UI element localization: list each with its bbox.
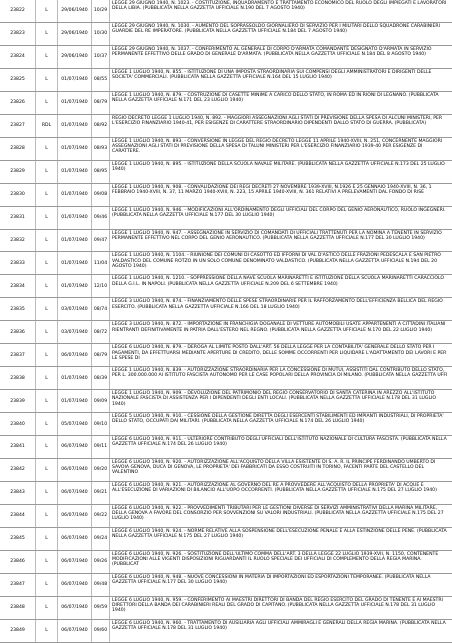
record-number: 23826 bbox=[0, 92, 36, 114]
act-type: L bbox=[36, 367, 58, 389]
act-date: 06/07/1940 bbox=[58, 459, 92, 481]
table-row bbox=[0, 367, 452, 390]
table-row bbox=[0, 138, 452, 161]
act-date: 06/07/1940 bbox=[58, 505, 92, 527]
table-row bbox=[0, 69, 452, 92]
act-number: 08/92 bbox=[92, 115, 110, 137]
act-type: L bbox=[36, 597, 58, 619]
record-number: 23827 bbox=[0, 115, 36, 137]
act-description: LEGGE 6 LUGLIO 1940, N. 960. - TRATTAMENTO DI AUSILIARIA AGLI UFFICIALI AMMIRAGLI E GENERALI DELLA REGIA MARINA. (PUBBLICATA NELLA GAZZETTA UFFICIALE N.178 DEL 31 LUGLIO 1940) bbox=[112, 620, 446, 631]
record-number: 23824 bbox=[0, 46, 36, 68]
act-type: L bbox=[36, 138, 58, 160]
table-row bbox=[0, 252, 452, 275]
record-number: 23830 bbox=[0, 184, 36, 206]
act-number: 09/20 bbox=[92, 459, 110, 481]
act-number: 08/55 bbox=[92, 69, 110, 91]
table-row bbox=[0, 620, 452, 643]
table-row bbox=[0, 0, 452, 23]
act-date: 06/07/1940 bbox=[58, 482, 92, 504]
table-row bbox=[0, 528, 452, 551]
table-row bbox=[0, 115, 452, 138]
record-number: 23829 bbox=[0, 161, 36, 183]
table-row bbox=[0, 390, 452, 413]
table-row bbox=[0, 505, 452, 528]
act-type: L bbox=[36, 46, 58, 68]
record-number: 23847 bbox=[0, 574, 36, 596]
act-description: LEGGE 29 GIUGNO 1940, N. 1030. - AUMENTO DEL SOPRASSOLDO GIORNALIERO DI SERVIZIO PER I MILITARI DELLO SQUADRONE CARABINIERI GUARDIE DEL RE IMPERATORE. (PUBBLICATA NELLA GAZZETTA UFFICIALE N.184 DEL 7 AGOSTO 1940) bbox=[112, 23, 440, 35]
act-number: 10/29 bbox=[92, 0, 110, 22]
act-number: 08/79 bbox=[92, 344, 110, 366]
record-number: 23843 bbox=[0, 482, 36, 504]
act-description: LEGGE 3 LUGLIO 1940, N. 872. - IMPORTAZIONE IN FRANCHIGIA DOGANALE DI VETTURE AUTOMOBILI USATE APPARTENENTI A CITTADINI ITALIANI RIENTRANTI DEFINITIVAMENTE IN PATRIA DALL'ESTERO NEL REGNO. (PUBBLICATA NELLA GAZZETTA UFFICIALE N.170 DEL 22 LUGLIO 1940) bbox=[112, 322, 446, 333]
act-description: LEGGE 1 LUGLIO 1940, N. 1104. - RIUNIONE DEI COMUNI DI CASOTTO ED IFFORNI DI VAL D'ASTICO DELLE FRAZIONI PEDESCALA E SAN PIETRO VALDASTICO DEL COMUNE ROTZO IN UN SOLO COMUNE DENOMINATO VALDASTICO. (PUBBLICATA NELLA GAZZETTA UFFICIALE N.194 DEL 20 AGOSTO 1940) bbox=[112, 253, 441, 269]
act-description: LEGGE 6 LUGLIO 1940, N. 911. - ULTERIORE CONTRIBUTO DEGLI UFFICIALI DELL'ISTITUTO NAZIONALE DI CULTURA FASCISTA. (PUBBLICATA NELLA GAZZETTA UFFICIALE N.174 DEL 26 LUGLIO 1940) bbox=[112, 437, 447, 448]
table-row bbox=[0, 275, 452, 298]
act-number: 08/74 bbox=[92, 298, 110, 320]
act-date: 29/06/1940 bbox=[58, 46, 92, 68]
act-description: LEGGE 6 LUGLIO 1940, N. 879. - DEROGA AL LIMITE POSTO DALL'ART. 56 DELLA LEGGE PER LA CONTABILITA' GENERALE DELLO STATO PER I PAGAMENTI, DA EFFETTUARSI MEDIANTE APERTURE DI CREDITO, DELLE SOMME OCCORRENTI PER LIQUIDARE L'ADATTAMENTO DEI LAVORI E PER LE SPESE DI bbox=[112, 345, 447, 361]
act-number: 08/79 bbox=[92, 92, 110, 114]
act-date: 01/07/1940 bbox=[58, 69, 92, 91]
act-date: 01/07/1940 bbox=[58, 230, 92, 252]
act-date: 06/07/1940 bbox=[58, 436, 92, 458]
act-date: 01/07/1940 bbox=[58, 367, 92, 389]
act-type: L bbox=[36, 344, 58, 366]
act-type: L bbox=[36, 436, 58, 458]
act-date: 01/07/1940 bbox=[58, 275, 92, 297]
record-number: 23833 bbox=[0, 252, 36, 274]
table-row bbox=[0, 298, 452, 321]
act-date: 01/07/1940 bbox=[58, 184, 92, 206]
table-row bbox=[0, 207, 452, 230]
act-type: RDL bbox=[36, 115, 58, 137]
record-number: 23828 bbox=[0, 138, 36, 160]
act-description: LEGGE 6 LUGLIO 1940, N. 920. - AUTORIZZAZIONE ALL'ACQUISTO DELLA VILLA ESISTENTE DI S. A. R. IL PRINCIPE FERDINANDO UMBERTO DI SAVOIA GENOVA, DUCA DI GENOVA, LE PROPRIETA' DEI FABBRICATI DA ESSO COSTRUITI IN TORINO, FACENTI PARTE DEL CASTELLO DEL VALENTINO bbox=[112, 460, 436, 476]
act-type: L bbox=[36, 275, 58, 297]
act-type: L bbox=[36, 459, 58, 481]
act-type: L bbox=[36, 574, 58, 596]
act-date: 01/07/1940 bbox=[58, 390, 92, 412]
act-date: 01/07/1940 bbox=[58, 138, 92, 160]
act-description: LEGGE 6 LUGLIO 1940, N. 924. - NORME RELATIVE ALLA SOSPENSIONE DELL'ESECUZIONE PENALE E ALLA ESTINZIONE DELLE PENE. (PUBBLICATA NELLA GAZZETTA UFFICIALE N.175 DEL 27 LUGLIO 1940) bbox=[112, 528, 447, 540]
act-type: L bbox=[36, 69, 58, 91]
table-row bbox=[0, 46, 452, 69]
table-row bbox=[0, 230, 452, 253]
table-row bbox=[0, 184, 452, 207]
record-number: 23825 bbox=[0, 69, 36, 91]
act-description: LEGGE 6 LUGLIO 1940, N. 922. - PROVVEDIMENTI TRIBUTARI PER LE GESTIONI DIVERSE DI SERVIZI AMMINISTRATIVI DELLA MARINA MILITARE, DELLA GENOVA A FAVORE DEL CONSORZIO PER SOVVENZIONI SU VALORI INDUSTRIALI. (PUBBLICATA NELLA GAZZETTA UFFICIALE N.175 DEL 27 LUGLIO 1940) bbox=[112, 505, 444, 522]
act-type: L bbox=[36, 298, 58, 320]
table-row bbox=[0, 321, 452, 344]
table-row bbox=[0, 413, 452, 436]
act-date: 03/07/1940 bbox=[58, 298, 92, 320]
act-date: 01/07/1940 bbox=[58, 115, 92, 137]
table-row bbox=[0, 551, 452, 574]
act-description: LEGGE 6 LUGLIO 1940, N. 926. - SOSTITUZIONE DELL'ULTIMO COMMA DELL'ART. 3 DELLA LEGGE 22 LUGLIO 1939-XVII, N. 1150, CONTENENTE MODIFICAZIONI ALLE VIGENTI DISPOSIZIONI RIGUARDANTI IL RUOLO SPECIALE DEI UFFICIALI DI COMPLEMENTO DELLA REGIA MARINA. (PUBBLICAT bbox=[112, 551, 439, 568]
act-date: 06/07/1940 bbox=[58, 551, 92, 573]
act-number: 09/08 bbox=[92, 184, 110, 206]
table-row bbox=[0, 436, 452, 459]
act-number: 09/24 bbox=[92, 528, 110, 550]
act-date: 29/06/1940 bbox=[58, 0, 92, 22]
act-date: 05/07/1940 bbox=[58, 413, 92, 435]
record-number: 23841 bbox=[0, 436, 36, 458]
act-description: LEGGE 1 LUGLIO 1940, N. 895. - ISTITUZIONE DELLA SCUOLA NAVALE MILITARE. (PUBBLICATA NELLA GAZZETTA UFFICIALE N.173 DEL 25 LUGLIO 1940) bbox=[112, 161, 445, 172]
act-number: 08/39 bbox=[92, 367, 110, 389]
record-number: 23837 bbox=[0, 344, 36, 366]
act-description: LEGGE 1 LUGLIO 1940, N. 879. - COSTRUZIONE DI CASETTE MINIME A CARICO DELLO STATO, IN ROMA ED IN RIONI DI LEGNANO. (PUBBLICATA NELLA GAZZETTA UFFICIALE N.171 DEL 23 LUGLIO 1940) bbox=[112, 92, 439, 104]
act-number: 09/22 bbox=[92, 505, 110, 527]
act-type: L bbox=[36, 390, 58, 412]
record-number: 23834 bbox=[0, 275, 36, 297]
record-number: 23838 bbox=[0, 367, 36, 389]
act-type: L bbox=[36, 321, 58, 343]
act-number: 09/09 bbox=[92, 390, 110, 412]
record-number: 23848 bbox=[0, 597, 36, 619]
table-row bbox=[0, 482, 452, 505]
act-type: L bbox=[36, 92, 58, 114]
act-type: L bbox=[36, 184, 58, 206]
act-type: L bbox=[36, 551, 58, 573]
record-number: 23839 bbox=[0, 390, 36, 412]
act-number: 09/46 bbox=[92, 207, 110, 229]
act-type: L bbox=[36, 620, 58, 642]
act-description: LEGGE 6 LUGLIO 1940, N. 959. - CONFERIMENTO AI MAESTRI DIRETTORI DI BANDA DEL REGIO ESERCITO DEL GRADO DI TENENTE E AI MAESTRI DIRETTORI DELLA BANDA DEI CARABINIERI REALI DEL GRADO DI CAPITANO. (PUBBLICATA NELLA GAZZETTA UFFICIALE N.178 DEL 31 LUGLIO 1940) bbox=[112, 597, 443, 614]
act-type: L bbox=[36, 252, 58, 274]
act-number: 12/10 bbox=[92, 275, 110, 297]
act-number: 08/95 bbox=[92, 161, 110, 183]
act-description: LEGGE 5 LUGLIO 1940, N. 910. - CESSIONE DELLA GESTIONE DIRETTA DEGLI ESERCENTI STABILIMENTI ED IMPIANTI INDUSTRIALI, DI PROPRIETA' DELLO STATO, OCCUPATI DAI MILITARI. (PUBBLICATA NELLA GAZZETTA UFFICIALE N.174 DEL 26 LUGLIO 1940) bbox=[112, 414, 444, 425]
record-number: 23840 bbox=[0, 413, 36, 435]
table-row bbox=[0, 161, 452, 184]
act-type: L bbox=[36, 482, 58, 504]
act-description: REGIO DECRETO LEGGE 1 LUGLIO 1940, N. 892. - MAGGIORI ASSEGNAZIONI AGLI STATI DI PREVISIONE DELLA SPESA DI ALCUNI MINISTERI, PER L'ESERCIZIO FINANZIARIO 1940-41, PER ESIGENZE DI CARATTERE STRAORDINARIO DIPENDENTI DALLO STATO DI GUERRA. (PUBBLICATA) bbox=[112, 115, 443, 126]
act-number: 08/72 bbox=[92, 321, 110, 343]
record-number: 23845 bbox=[0, 528, 36, 550]
record-number: 23832 bbox=[0, 230, 36, 252]
act-type: L bbox=[36, 413, 58, 435]
act-number: 09/48 bbox=[92, 574, 110, 596]
act-type: L bbox=[36, 0, 58, 22]
act-date: 03/07/1940 bbox=[58, 321, 92, 343]
act-description: LEGGE 1 LUGLIO 1940, N. 909. - DEVOLUZIONE DEL PATRIMONIO DEL REGIO CONSERVATORIO DI SANTA CATERINA IN AREZZO ALL'ISTITUTO NAZIONALE FASCISTA DI ASSISTENZA PER I DIPENDENTI DEGLI ENTI LOCALI. (PUBBLICATA NELLA GAZZETTA UFFICIALE N.178 DEL 31 LUGLIO 1940) bbox=[112, 391, 436, 407]
act-type: L bbox=[36, 161, 58, 183]
record-number: 23844 bbox=[0, 505, 36, 527]
act-date: 06/07/1940 bbox=[58, 620, 92, 642]
act-number: 09/59 bbox=[92, 597, 110, 619]
record-number: 23823 bbox=[0, 23, 36, 45]
table-row bbox=[0, 92, 452, 115]
act-description: LEGGE 3 LUGLIO 1940, N. 874. - FINANZIAMENTO DELLE SPESE STRAORDINARIE PER IL RAFFORZAMENTO DELL'EFFICIENZA BELLICA DEL REGIO ESERCITO. (PUBBLICATA NELLA GAZZETTA UFFICIALE N.166 DEL 18 LUGLIO 1940) bbox=[112, 299, 443, 310]
act-date: 06/07/1940 bbox=[58, 574, 92, 596]
record-number: 23849 bbox=[0, 620, 36, 642]
table-row bbox=[0, 574, 452, 597]
act-description: LEGGE 6 LUGLIO 1940, N. 921. - AUTORIZZAZIONE AL GOVERNO DEL RE A PROVVEDERE ALL'ACQUISTO DELLA PROPRIETA' DI ACQUE E ALL'ESECUZIONE DI VARIAZIONI DI BILANCIO ALL'UOPO OCCORRENTI. (PUBBLICATA NELLA GAZZETTA UFFICIALE N.175 DEL 27 LUGLIO 1940) bbox=[112, 483, 437, 494]
act-number: 09/60 bbox=[92, 620, 110, 642]
act-number: 08/93 bbox=[92, 138, 110, 160]
act-description: LEGGE 1 LUGLIO 1940, N. 893. - CONVERSIONE IN LEGGE DEL REGIO DECRETO LEGGE 11 APRILE 1940-XVIII, N. 251, CONCERNENTE MAGGIORI ASSEGNAZIONI AGLI STATI DI PREVISIONE DELLA SPESA DI TALUNI MINISTERI PER L'ESERCIZIO FINANZIARIO 1939-40 PER ESIGENZE DI CARATTERE. bbox=[112, 138, 443, 155]
act-description: LEGGE 29 GIUGNO 1940, N. 1037. - CONFERIMENTO AL GENERALE DI CORPO D'ARMATA COMANDANTE DESIGNATO D'ARMATA IN SERVIZIO PERMANENTE EFFETTIVO DELLE GRADO DI GENERALE D'ARMATA. (PUBBLICATA NELLA GAZZETTA UFFICIALE N.184 DEL 8 AGOSTO 1940) bbox=[112, 46, 432, 58]
act-number: 09/26 bbox=[92, 551, 110, 573]
act-number: 09/11 bbox=[92, 436, 110, 458]
act-number: 09/47 bbox=[92, 230, 110, 252]
act-number: 09/21 bbox=[92, 482, 110, 504]
act-type: L bbox=[36, 505, 58, 527]
act-date: 06/07/1940 bbox=[58, 597, 92, 619]
act-number: 11/04 bbox=[92, 252, 110, 274]
record-number: 23831 bbox=[0, 207, 36, 229]
act-description: LEGGE 1 LUGLIO 1940, N. 946. - MODIFICAZIONI ALL'ORDINAMENTO DEGLI UFFICIALI DEL CORPO DEL GENIO AERONAUTICO, RUOLO INGEGNERI. (PUBBLICATA NELLA GAZZETTA UFFICIALE N.177 DEL 30 LUGLIO 1940) bbox=[112, 207, 446, 218]
act-date: 01/07/1940 bbox=[58, 92, 92, 114]
record-number: 23836 bbox=[0, 321, 36, 343]
act-description: LEGGE 6 LUGLIO 1940, N. 948. - NUOVE CONCESSIONI IN MATERIA DI IMPORTAZIONI ED ESPORTAZIONI TEMPORANEE. (PUBBLICATA NELLA GAZZETTA UFFICIALE N.177 DEL 30 LUGLIO 1940) bbox=[112, 574, 431, 586]
act-description: LEGGE 1 LUGLIO 1940, N. 855. - ISTITUZIONE DI UNA IMPOSTA STRAORDINARIA SUI COMPENSI DEGLI AMMINISTRATORI E DIRIGENTI DELLE SOCIETA' COMMERCIALI. (PUBBLICATA NELLA GAZZETTA UFFICIALE N.164 DEL 15 LUGLIO 1940) bbox=[112, 69, 432, 81]
act-description: LEGGE 29 GIUGNO 1940, N. 1023. - COSTITUZIONE, INQUADRAMENTO E TRATTAMENTO ECONOMICO DEL RUOLO DEGLI IMPIEGATI E LAVORATORI DELLA LIBIA. (PUBBLICATA NELLA GAZZETTA UFFICIALE N.190 DEL 7 AGOSTO 1940) bbox=[112, 1, 447, 12]
record-number: 23835 bbox=[0, 298, 36, 320]
act-number: 10/37 bbox=[92, 46, 110, 68]
table-row bbox=[0, 344, 452, 367]
table-row bbox=[0, 23, 452, 46]
act-description: LEGGE 1 LUGLIO 1940, N. 1210. - SOPPRESSIONE DELLA NAVE SCUOLA MARINARETTI E ISTITUZIONE DELLA SCUOLA MARINARETTI CARACCIOLO DELLA G.I.L. IN NAPOLI. (PUBBLICATA NELLA GAZZETTA UFFICIALE N.209 DEL 6 SETTEMBRE 1940) bbox=[112, 276, 445, 287]
act-description: LEGGE 1 LUGLIO 1940, N. 839. - AUTORIZZAZIONE STRAORDINARIA PER LA CONCESSIONE DI MUTUI, ASSISTITI DAL CONTRIBUTO DELLO STATO, PER L. 300.000.000 AI ISTITUTO FASCISTA AUTONOMO PER LE CASE POPOLARI DELLA PROVINCIA DI MILANO. (PUBBLICATA NELLA GAZZETTA UFFI bbox=[112, 368, 448, 379]
act-number: 09/10 bbox=[92, 413, 110, 435]
act-date: 01/07/1940 bbox=[58, 161, 92, 183]
act-date: 06/07/1940 bbox=[58, 528, 92, 550]
record-number: 23822 bbox=[0, 0, 36, 22]
act-type: L bbox=[36, 528, 58, 550]
act-type: L bbox=[36, 207, 58, 229]
act-date: 01/07/1940 bbox=[58, 207, 92, 229]
table-row bbox=[0, 597, 452, 620]
record-number: 23846 bbox=[0, 551, 36, 573]
act-description: LEGGE 1 LUGLIO 1940, N. 947. - ASSEGNAZIONE IN SERVIZIO DI COMANDATI DI UFFICIALI TRATTENUTI PER LA NOMINA A TENENTE IN SERVIZIO PERMANENTE EFFETTIVO NEL CORPO DEL GENIO AERONAUTICO. (PUBBLICATA NELLA GAZZETTA UFFICIALE N.177 DEL 30 LUGLIO 1940) bbox=[112, 230, 442, 241]
act-type: L bbox=[36, 23, 58, 45]
act-number: 10/30 bbox=[92, 23, 110, 45]
record-number: 23842 bbox=[0, 459, 36, 481]
act-description: LEGGE 1 LUGLIO 1940, N. 908. - CONVALIDAZIONE DEI REGI DECRETI 27 NOVEMBRE 1939-XVIII, N.1926 E 25 GENNAIO 1940-XVIII, N. 36, 1 FEBBRAIO 1940-XVIII, N. 37, 11 MARZO 1940-XVIII, N. 223, 15 APRILE 1940-XVIII, N. 361 RELATIVI A PRELEVAMENTI DAL FONDO DI RISE bbox=[112, 184, 432, 195]
table-row bbox=[0, 459, 452, 482]
act-date: 29/06/1940 bbox=[58, 23, 92, 45]
act-type: L bbox=[36, 230, 58, 252]
act-date: 06/07/1940 bbox=[58, 344, 92, 366]
act-date: 01/07/1940 bbox=[58, 252, 92, 274]
